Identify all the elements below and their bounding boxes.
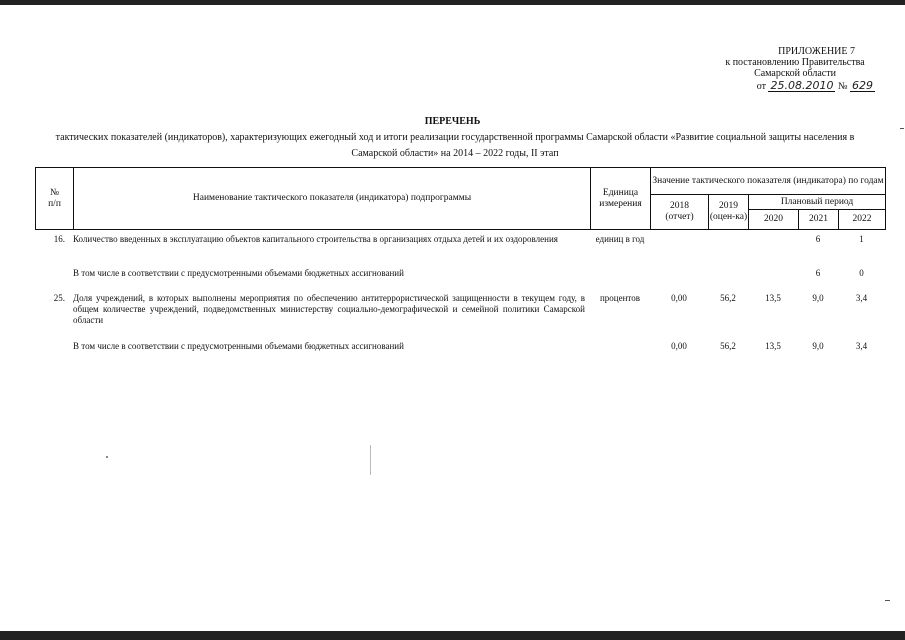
number-label: № (837, 81, 848, 92)
annex-block (715, 46, 875, 92)
annex-title: ПРИЛОЖЕНИЕ 7 (778, 46, 855, 57)
header-unit: Единица измерения (591, 168, 651, 230)
document-title: ПЕРЕЧЕНЬ (424, 116, 481, 127)
annex-reference (715, 80, 875, 92)
annex-line2: к постановлению Правительства (725, 57, 865, 68)
scan-top-edge (0, 0, 905, 5)
header-2022: 2022 (839, 210, 886, 230)
header-name: Наименование тактического показателя (индикатора) подпрограммы (74, 168, 591, 230)
indicator-table-header (35, 167, 886, 230)
header-2020: 2020 (749, 210, 799, 230)
handwritten-date: 25.08.2010 (770, 79, 834, 92)
header-2021: 2021 (799, 210, 839, 230)
header-planned-period: Плановый период (749, 195, 886, 210)
scan-speck (106, 456, 108, 458)
header-2019: 2019 (оцен-ка) (709, 195, 749, 230)
scan-bottom-edge (0, 631, 905, 640)
scan-speck (900, 128, 904, 129)
header-num: № п/п (36, 168, 74, 230)
handwritten-number: 629 (852, 79, 873, 92)
document-subtitle: тактических показателей (индикаторов), характеризующих ежегодный ход и итоги реализации государственной программы Самарской области «Развитие социальной защиты населения в Самарской области» на 2014 – 2022 годы, II этап (55, 132, 855, 159)
header-value-group: Значение тактического показателя (индикатора) по годам (651, 168, 886, 195)
header-2018: 2018 (отчет) (651, 195, 709, 230)
scan-speck (370, 445, 371, 475)
annex-line3: Самарской области (754, 68, 836, 79)
scan-speck (885, 600, 890, 601)
from-label: от (756, 81, 766, 92)
